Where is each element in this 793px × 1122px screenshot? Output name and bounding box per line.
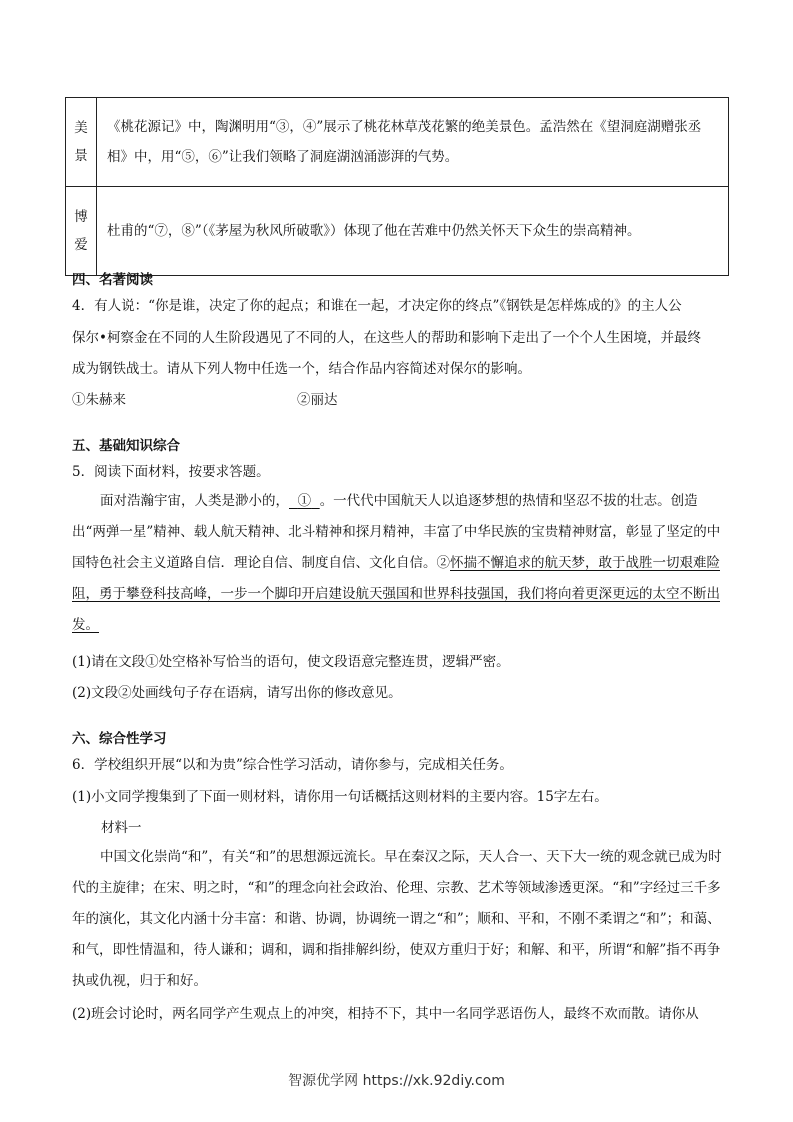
option-1: ①朱赫来: [72, 392, 126, 408]
section-heading-6: 六、综合性学习: [72, 731, 167, 747]
blank-1: ①: [297, 493, 312, 509]
footer-watermark: 智源优学网 https://xk.92diy.com: [288, 1073, 505, 1089]
option-2: ②丽达: [297, 392, 338, 408]
question-5: 5．阅读下面材料，按要求答题。: [72, 464, 270, 480]
material-title: 材料一: [101, 820, 142, 836]
row-label-meijing: 美 景: [66, 98, 97, 187]
sub-question-5-2: (2)文段②处画线句子存在语病，请写出你的修改意见。: [72, 685, 402, 701]
table-row: [66, 187, 729, 276]
poetry-table: [65, 97, 729, 276]
row-content-meijing: 《桃花源记》中，陶渊明用“③，④”展示了桃花林草茂花繁的绝美景色。孟浩然在《望洞庭湖赠张丞相》中，用“⑤，⑥”让我们领略了洞庭湖汹涌澎湃的气势。: [97, 98, 729, 187]
underlined-sentence: 怀揣不懈追求的航天梦，敢于战胜一切艰难险阻，勇于攀登科技高峰，一步一个脚印开启建设航天强国和世界科技强国，我们将向着更深更远的太空不断出发。: [72, 555, 720, 633]
row-label-boai: 博 爱: [66, 187, 97, 276]
question-4-line2: 保尔•柯察金在不同的人生阶段遇见了不同的人，在这些人的帮助和影响下走出了一个个人生困境，并最终: [72, 330, 701, 346]
passage-paragraph: [72, 486, 722, 641]
section-heading-4: 四、名著阅读: [72, 272, 153, 288]
question-6: 6．学校组织开展“以和为贵”综合性学习活动，请你参与，完成相关任务。: [72, 757, 513, 773]
section-heading-5: 五、基础知识综合: [72, 438, 180, 454]
table-row: [66, 98, 729, 187]
question-4-line3: 成为钢铁战士。请从下列人物中任选一个，结合作品内容简述对保尔的影响。: [72, 361, 531, 377]
question-4-line1: 4．有人说：“你是谁，决定了你的起点；和谁在一起，才决定你的终点”《钢铁是怎样炼成的》的主人公: [72, 298, 682, 314]
material-text: 中国文化崇尚“和”，有关“和”的思想源远流长。早在秦汉之际，天人合一、天下大一统的观念就已成为时代的主旋律；在宋、明之时，“和”的理念向社会政治、伦理、宗教、艺术等领域渗透更深。“和”字经过三千多年的演化，其文化内涵十分丰富：和谐、协调，协调统一谓之“和”；顺和、平和，不刚不柔谓之“和”；和蔼、和气，即性情温和，待人谦和；调和，调和指排解纠纷，使双方重归于好；和解、和平，所谓“和解”指不再争执或仇视，归于和好。: [72, 849, 722, 989]
sub-question-6-1: (1)小文同学搜集到了下面一则材料，请你用一句话概括这则材料的主要内容。15字左右。: [72, 789, 608, 805]
row-content-boai: 杜甫的“⑦，⑧”（《茅屋为秋风所破歌》）体现了他在苦难中仍然关怀天下众生的崇高精神。: [97, 187, 729, 276]
passage-text: 面对浩瀚宇宙，人类是渺小的，: [100, 493, 289, 509]
passage-text: 。一代代中国航天人以追逐梦想的热情和坚忍不拔的壮志。创造出“两弹一星”精神、载人航天精神、北斗精神和探月精神，丰富了中华民族的宝贵精神财富，彰显了坚定的中国特色社会主义道路自信．理论自信、制度自信、文化自信。②: [72, 493, 721, 571]
sub-question-5-1: (1)请在文段①处空格补写恰当的语句，使文段语意完整连贯，逻辑严密。: [72, 654, 510, 670]
sub-question-6-2: (2)班会讨论时，两名同学产生观点上的冲突，相持不下，其中一名同学恶语伤人，最终不欢而散。请你从: [72, 1006, 699, 1022]
